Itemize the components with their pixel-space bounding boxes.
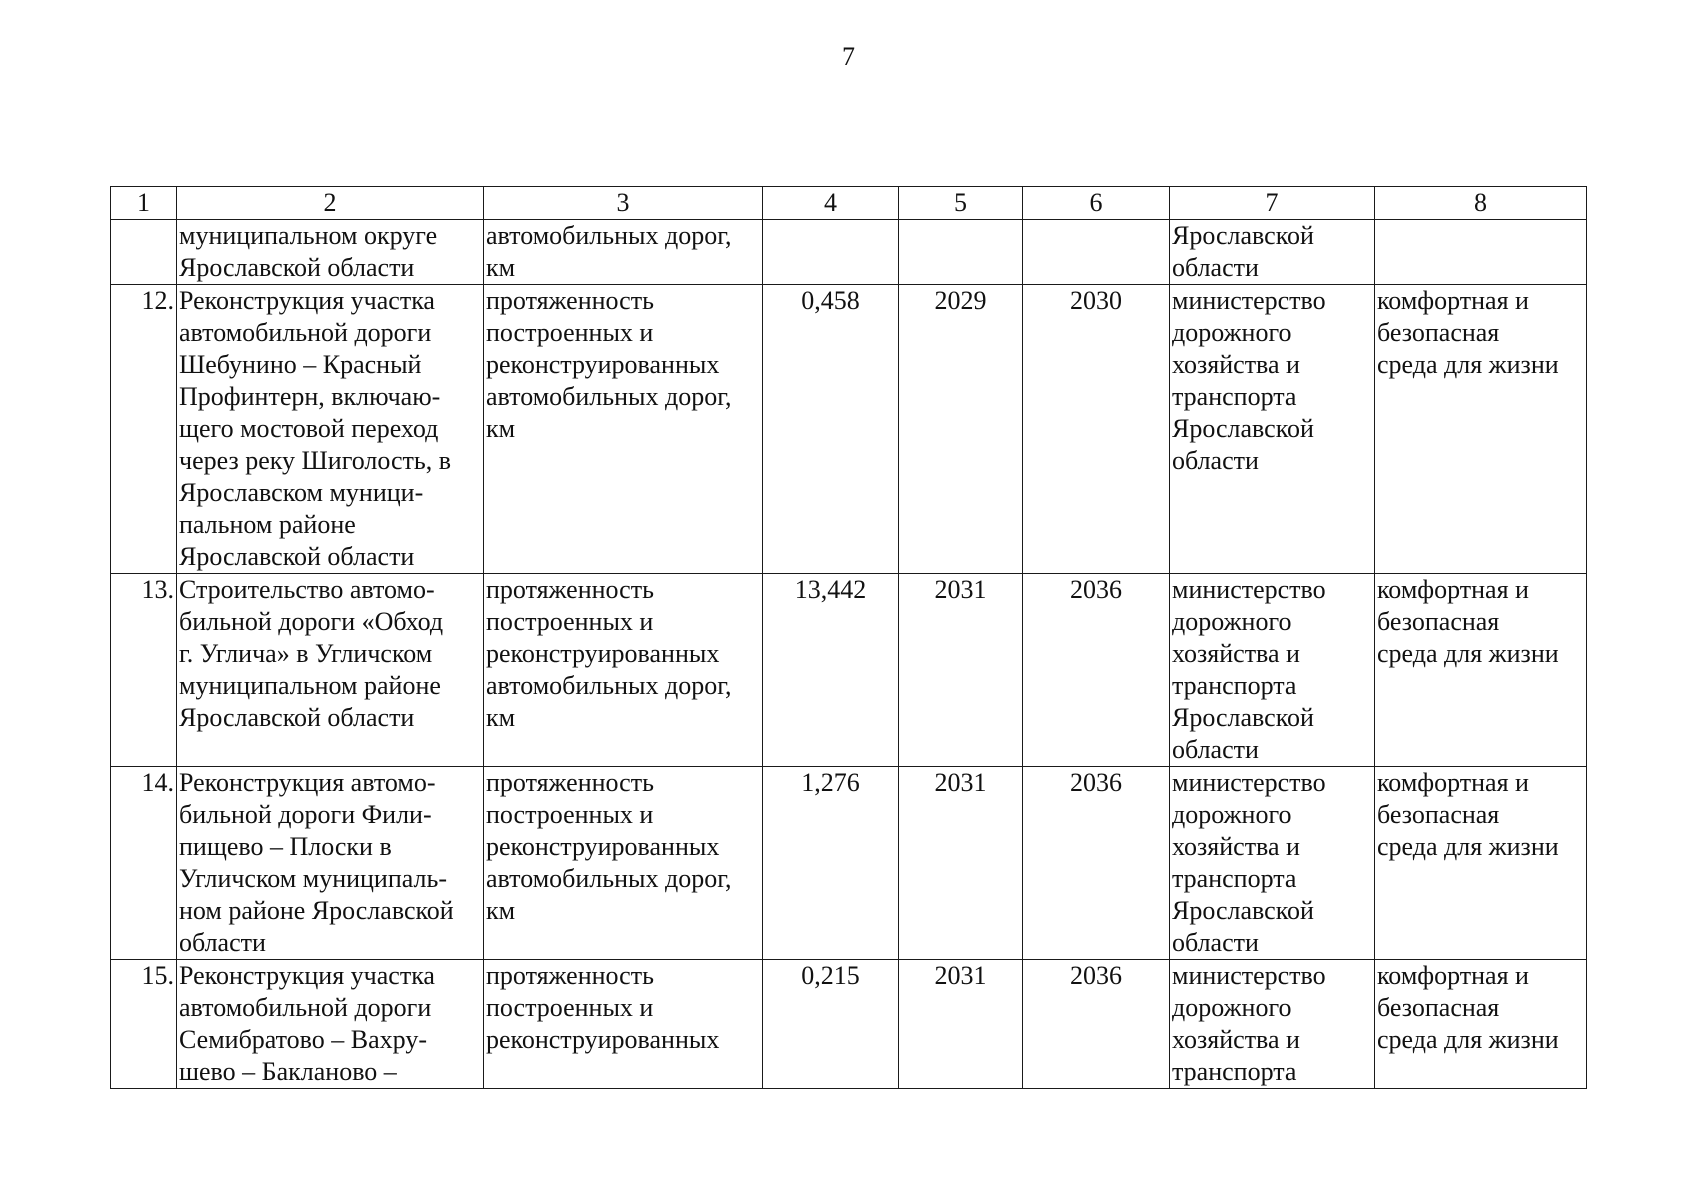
- project-name-line: автомобильной дороги: [179, 318, 432, 347]
- table-row: [111, 285, 1587, 574]
- goal-line: среда для жизни: [1377, 832, 1559, 861]
- project-name-line: через реку Шиголость, в: [179, 446, 452, 475]
- responsible-line: области: [1172, 253, 1259, 282]
- project-name-line: муниципальном округе: [179, 221, 438, 250]
- column-header: 7: [1170, 187, 1375, 220]
- responsible-line: дорожного: [1172, 318, 1292, 347]
- project-name: [177, 285, 484, 574]
- end-year: 2036: [1023, 960, 1170, 1089]
- project-name-line: бильной дороги Фили-: [179, 800, 432, 829]
- indicator-line: реконструированных: [486, 639, 720, 668]
- project-name-line: Ярославской области: [179, 253, 415, 282]
- indicator-line: протяженность: [486, 575, 654, 604]
- goal: [1375, 285, 1587, 574]
- indicator-line: построенных и: [486, 993, 654, 1022]
- goal: [1375, 574, 1587, 767]
- indicator: [484, 285, 763, 574]
- project-name-line: пищево – Плоски в: [179, 832, 392, 861]
- start-year: 2031: [899, 767, 1023, 960]
- goal: [1375, 220, 1587, 285]
- project-name-line: автомобильной дороги: [179, 993, 432, 1022]
- indicator-line: автомобильных дорог,: [486, 221, 732, 250]
- goal-line: безопасная: [1377, 318, 1500, 347]
- responsible-line: Ярославской: [1172, 703, 1314, 732]
- responsible: [1170, 960, 1375, 1089]
- goal: [1375, 767, 1587, 960]
- goal-line: среда для жизни: [1377, 350, 1559, 379]
- column-header: 3: [484, 187, 763, 220]
- indicator-value: 0,458: [763, 285, 899, 574]
- responsible-line: Ярославской: [1172, 221, 1314, 250]
- project-name-line: Шебунино – Красный: [179, 350, 422, 379]
- row-number: 15.: [111, 960, 177, 1089]
- goal-line: комфортная и: [1377, 575, 1529, 604]
- indicator-line: км: [486, 896, 516, 925]
- responsible-line: хозяйства и: [1172, 1025, 1300, 1054]
- indicator-line: реконструированных: [486, 1025, 720, 1054]
- responsible-line: области: [1172, 446, 1259, 475]
- indicator-line: автомобильных дорог,: [486, 671, 732, 700]
- responsible-line: министерство: [1172, 961, 1326, 990]
- goal-line: безопасная: [1377, 607, 1500, 636]
- end-year: 2036: [1023, 574, 1170, 767]
- responsible-line: хозяйства и: [1172, 350, 1300, 379]
- goal-line: среда для жизни: [1377, 1025, 1559, 1054]
- indicator-line: автомобильных дорог,: [486, 864, 732, 893]
- indicator-line: протяженность: [486, 768, 654, 797]
- page-number: 7: [842, 42, 855, 71]
- responsible-line: дорожного: [1172, 800, 1292, 829]
- project-name-line: Профинтерн, включаю-: [179, 382, 441, 411]
- indicator: [484, 574, 763, 767]
- end-year: 2030: [1023, 285, 1170, 574]
- goal-line: безопасная: [1377, 993, 1500, 1022]
- start-year: 2031: [899, 960, 1023, 1089]
- project-name: [177, 960, 484, 1089]
- responsible: [1170, 220, 1375, 285]
- row-number: 14.: [111, 767, 177, 960]
- project-name-line: Реконструкция участка: [179, 961, 435, 990]
- end-year: [1023, 220, 1170, 285]
- responsible-line: транспорта: [1172, 1057, 1297, 1086]
- indicator-line: км: [486, 414, 516, 443]
- project-name-line: муниципальном районе: [179, 671, 441, 700]
- project-name-line: Строительство автомо-: [179, 575, 435, 604]
- column-header: 6: [1023, 187, 1170, 220]
- indicator-value: 0,215: [763, 960, 899, 1089]
- responsible-line: транспорта: [1172, 864, 1297, 893]
- indicator-line: автомобильных дорог,: [486, 382, 732, 411]
- column-header: 1: [111, 187, 177, 220]
- responsible: [1170, 285, 1375, 574]
- project-name-line: Угличском муниципаль-: [179, 864, 448, 893]
- goal-line: комфортная и: [1377, 286, 1529, 315]
- indicator-line: построенных и: [486, 607, 654, 636]
- responsible-line: министерство: [1172, 286, 1326, 315]
- column-header: 2: [177, 187, 484, 220]
- indicator-line: км: [486, 703, 516, 732]
- indicator-value: [763, 220, 899, 285]
- responsible-line: дорожного: [1172, 993, 1292, 1022]
- column-header: 4: [763, 187, 899, 220]
- project-name-line: ном районе Ярославской: [179, 896, 454, 925]
- indicator: [484, 767, 763, 960]
- goal-line: комфортная и: [1377, 768, 1529, 797]
- indicator-line: построенных и: [486, 318, 654, 347]
- responsible-line: области: [1172, 735, 1259, 764]
- projects-table: [110, 186, 1587, 1089]
- row-number: 13.: [111, 574, 177, 767]
- end-year: 2036: [1023, 767, 1170, 960]
- indicator-line: протяженность: [486, 286, 654, 315]
- start-year: [899, 220, 1023, 285]
- indicator-value: 1,276: [763, 767, 899, 960]
- goal-line: комфортная и: [1377, 961, 1529, 990]
- indicator-line: построенных и: [486, 800, 654, 829]
- project-name-line: Ярославской области: [179, 542, 415, 571]
- project-name-line: бильной дороги «Обход: [179, 607, 444, 636]
- responsible: [1170, 767, 1375, 960]
- indicator-value: 13,442: [763, 574, 899, 767]
- column-header: 8: [1375, 187, 1587, 220]
- project-name-line: пальном районе: [179, 510, 356, 539]
- project-name: [177, 767, 484, 960]
- project-name-line: области: [179, 928, 266, 957]
- project-name-line: шево – Бакланово –: [179, 1057, 397, 1086]
- start-year: 2031: [899, 574, 1023, 767]
- row-number: [111, 220, 177, 285]
- project-name-line: Семибратово – Вахру-: [179, 1025, 427, 1054]
- responsible-line: Ярославской: [1172, 414, 1314, 443]
- project-name-line: Ярославской области: [179, 703, 415, 732]
- responsible-line: области: [1172, 928, 1259, 957]
- table-row: [111, 220, 1587, 285]
- goal: [1375, 960, 1587, 1089]
- project-name: [177, 220, 484, 285]
- indicator: [484, 960, 763, 1089]
- responsible-line: дорожного: [1172, 607, 1292, 636]
- table-row: [111, 960, 1587, 1089]
- indicator-line: реконструированных: [486, 350, 720, 379]
- table-header-row: [111, 187, 1587, 220]
- responsible: [1170, 574, 1375, 767]
- responsible-line: транспорта: [1172, 671, 1297, 700]
- responsible-line: министерство: [1172, 768, 1326, 797]
- table-row: [111, 574, 1587, 767]
- start-year: 2029: [899, 285, 1023, 574]
- column-header: 5: [899, 187, 1023, 220]
- project-name: [177, 574, 484, 767]
- table-row: [111, 767, 1587, 960]
- indicator-line: реконструированных: [486, 832, 720, 861]
- responsible-line: хозяйства и: [1172, 832, 1300, 861]
- responsible-line: транспорта: [1172, 382, 1297, 411]
- project-name-line: Реконструкция участка: [179, 286, 435, 315]
- responsible-line: хозяйства и: [1172, 639, 1300, 668]
- project-name-line: щего мостовой переход: [179, 414, 439, 443]
- goal-line: безопасная: [1377, 800, 1500, 829]
- indicator: [484, 220, 763, 285]
- project-name-line: Ярославском муници-: [179, 478, 424, 507]
- goal-line: среда для жизни: [1377, 639, 1559, 668]
- indicator-line: протяженность: [486, 961, 654, 990]
- table-body: [111, 220, 1587, 1089]
- project-name-line: Реконструкция автомо-: [179, 768, 436, 797]
- responsible-line: Ярославской: [1172, 896, 1314, 925]
- project-name-line: г. Углича» в Угличском: [179, 639, 433, 668]
- row-number: 12.: [111, 285, 177, 574]
- responsible-line: министерство: [1172, 575, 1326, 604]
- indicator-line: км: [486, 253, 516, 282]
